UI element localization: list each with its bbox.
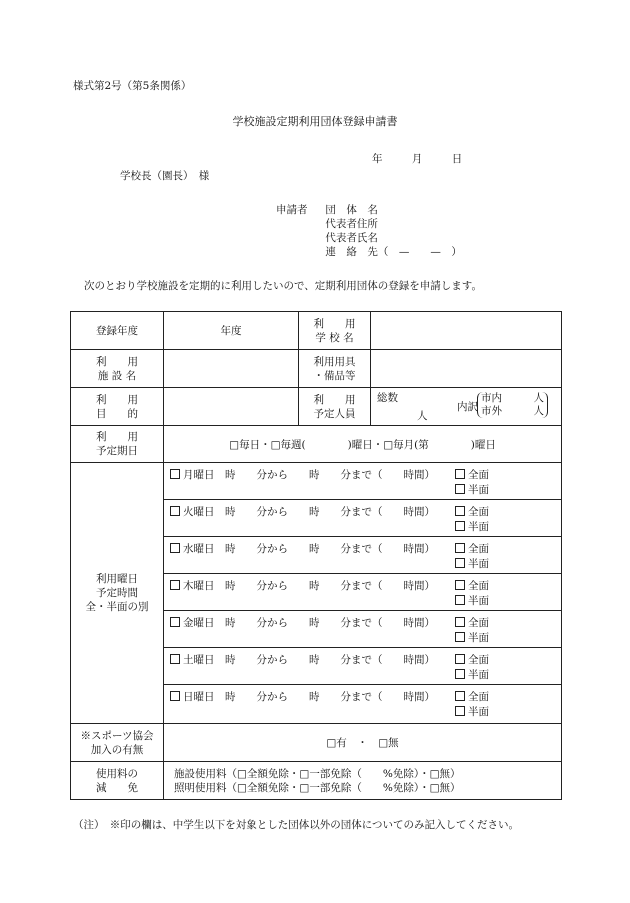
full-checkbox[interactable] bbox=[455, 543, 465, 553]
date-year: 年 bbox=[372, 153, 383, 165]
label-line: 目 的 bbox=[96, 407, 138, 420]
half-checkbox[interactable] bbox=[455, 521, 465, 531]
label-line: 予定期日 bbox=[96, 445, 138, 457]
applicant-rep-name: 代表者氏名 bbox=[325, 232, 378, 244]
breakdown-city-inside: 市内 人 bbox=[481, 392, 544, 404]
day-row-sun bbox=[164, 685, 561, 723]
day-checkbox[interactable] bbox=[170, 617, 180, 627]
purpose-field[interactable] bbox=[164, 388, 299, 426]
label-line: 利用曜日 bbox=[96, 573, 138, 585]
application-table bbox=[70, 311, 562, 800]
label-line: 加入の有無 bbox=[90, 743, 144, 756]
full-checkbox[interactable] bbox=[455, 506, 465, 516]
day-checkbox[interactable] bbox=[170, 469, 180, 479]
day-label: 日曜日 bbox=[183, 691, 215, 703]
person-unit: 人 bbox=[417, 410, 428, 422]
full-label: 全面 bbox=[468, 469, 489, 481]
day-time-text: 時 分から 時 分まで（ 時間） bbox=[225, 469, 435, 481]
day-checkbox[interactable] bbox=[170, 506, 180, 516]
intro-text: 次のとおり学校施設を定期的に利用したいので、定期利用団体の登録を申請します。 bbox=[84, 280, 482, 292]
schedule-field[interactable]: □毎日・□毎週( )曜日・□毎月(第 )曜日 bbox=[164, 426, 562, 463]
label-line: 利 用 bbox=[313, 393, 356, 406]
label-line: 施 設 名 bbox=[97, 369, 137, 382]
full-checkbox[interactable] bbox=[455, 654, 465, 664]
half-checkbox[interactable] bbox=[455, 595, 465, 605]
label-line: 利 用 bbox=[313, 317, 356, 330]
label-line: 使用料の bbox=[96, 767, 138, 780]
full-label: 全面 bbox=[468, 506, 489, 518]
day-label: 月曜日 bbox=[183, 469, 215, 481]
label-line: 利 用 bbox=[96, 393, 138, 406]
day-row-fri bbox=[164, 611, 561, 648]
full-label: 全面 bbox=[468, 543, 489, 555]
full-checkbox[interactable] bbox=[455, 691, 465, 701]
fee-options[interactable] bbox=[164, 762, 562, 800]
breakdown-brace bbox=[477, 392, 548, 418]
full-checkbox[interactable] bbox=[455, 580, 465, 590]
applicant-label: 申請者 bbox=[276, 204, 308, 216]
half-checkbox[interactable] bbox=[455, 669, 465, 679]
half-label: 半面 bbox=[468, 669, 489, 681]
planned-people-label bbox=[299, 388, 371, 426]
day-checkbox[interactable] bbox=[170, 691, 180, 701]
half-checkbox[interactable] bbox=[455, 558, 465, 568]
day-time-text: 時 分から 時 分まで（ 時間） bbox=[225, 654, 435, 666]
date-line bbox=[372, 151, 462, 166]
day-time-text: 時 分から 時 分まで（ 時間） bbox=[225, 691, 435, 703]
facility-label bbox=[71, 350, 164, 388]
label-line: 減 免 bbox=[96, 781, 138, 794]
day-row-mon bbox=[164, 463, 561, 500]
facility-fee-line: 施設使用料（□全額免除・□一部免除（ %免除）・□無） bbox=[174, 767, 461, 780]
reg-year-label: 登録年度 bbox=[71, 312, 164, 350]
applicant-block bbox=[276, 203, 462, 259]
half-label: 半面 bbox=[468, 632, 489, 644]
label-line: 利 用 bbox=[96, 355, 138, 368]
full-checkbox[interactable] bbox=[455, 469, 465, 479]
label-line: ・備品等 bbox=[313, 369, 356, 382]
weekday-schedule bbox=[164, 463, 562, 724]
half-checkbox[interactable] bbox=[455, 706, 465, 716]
label-line: 学 校 名 bbox=[315, 331, 354, 344]
half-label: 半面 bbox=[468, 484, 489, 496]
day-row-thu bbox=[164, 574, 561, 611]
day-checkbox[interactable] bbox=[170, 654, 180, 664]
form-title: 学校施設定期利用団体登録申請書 bbox=[232, 115, 398, 128]
equipment-label bbox=[299, 350, 371, 388]
day-time-text: 時 分から 時 分まで（ 時間） bbox=[225, 506, 435, 518]
label-line: 予定時間 bbox=[96, 587, 138, 599]
day-checkbox[interactable] bbox=[170, 543, 180, 553]
day-label: 水曜日 bbox=[183, 543, 215, 555]
total-label: 総数 bbox=[377, 392, 398, 404]
full-label: 全面 bbox=[468, 691, 489, 703]
sports-options[interactable]: □有 ・ □無 bbox=[164, 724, 562, 762]
applicant-group-name: 団 体 名 bbox=[325, 204, 378, 216]
day-label: 木曜日 bbox=[183, 580, 215, 592]
day-time-text: 時 分から 時 分まで（ 時間） bbox=[225, 580, 435, 592]
day-row-sat bbox=[164, 648, 561, 685]
half-label: 半面 bbox=[468, 706, 489, 718]
day-label: 金曜日 bbox=[183, 617, 215, 629]
breakdown-city-outside: 市外 人 bbox=[481, 405, 544, 417]
fee-label bbox=[71, 762, 164, 800]
sports-label bbox=[71, 724, 164, 762]
school-name-label bbox=[299, 312, 371, 350]
planned-people-field[interactable] bbox=[371, 388, 562, 426]
day-label: 火曜日 bbox=[183, 506, 215, 518]
lighting-fee-line: 照明使用料（□全額免除・□一部免除（ %免除）・□無） bbox=[174, 781, 461, 794]
breakdown-label: 内訳 bbox=[457, 401, 478, 413]
reg-year-field[interactable]: 年度 bbox=[164, 312, 299, 350]
full-label: 全面 bbox=[468, 617, 489, 629]
half-label: 半面 bbox=[468, 595, 489, 607]
applicant-address: 代表者住所 bbox=[325, 218, 378, 230]
day-time-text: 時 分から 時 分まで（ 時間） bbox=[225, 543, 435, 555]
purpose-label bbox=[71, 388, 164, 426]
half-checkbox[interactable] bbox=[455, 632, 465, 642]
schedule-label bbox=[71, 426, 164, 463]
equipment-field[interactable] bbox=[371, 350, 562, 388]
label-line: 予定人員 bbox=[313, 407, 356, 420]
label-line: 利用用具 bbox=[313, 355, 356, 368]
addressee: 学校長（園長） 様 bbox=[120, 170, 210, 182]
half-label: 半面 bbox=[468, 521, 489, 533]
date-day: 日 bbox=[451, 153, 463, 165]
date-month: 月 bbox=[411, 153, 423, 165]
full-label: 全面 bbox=[468, 654, 489, 666]
label-line: 全・半面の別 bbox=[85, 601, 149, 613]
full-checkbox[interactable] bbox=[455, 617, 465, 627]
applicant-contact: 連 絡 先（ — — ） bbox=[325, 246, 462, 258]
half-checkbox[interactable] bbox=[455, 484, 465, 494]
half-label: 半面 bbox=[468, 558, 489, 570]
day-checkbox[interactable] bbox=[170, 580, 180, 590]
facility-field[interactable] bbox=[164, 350, 299, 388]
day-label: 土曜日 bbox=[183, 654, 215, 666]
day-row-wed bbox=[164, 537, 561, 574]
label-line: 利 用 bbox=[96, 431, 138, 443]
school-name-field[interactable] bbox=[371, 312, 562, 350]
form-number: 様式第2号（第5条関係） bbox=[73, 80, 192, 92]
full-label: 全面 bbox=[468, 580, 489, 592]
day-time-text: 時 分から 時 分まで（ 時間） bbox=[225, 617, 435, 629]
weekday-label bbox=[71, 463, 164, 724]
footnote: （注） ※印の欄は、中学生以下を対象とした団体以外の団体についてのみ記入してください。 bbox=[73, 819, 520, 831]
label-line: ※スポーツ協会 bbox=[80, 729, 154, 742]
day-row-tue bbox=[164, 500, 561, 537]
